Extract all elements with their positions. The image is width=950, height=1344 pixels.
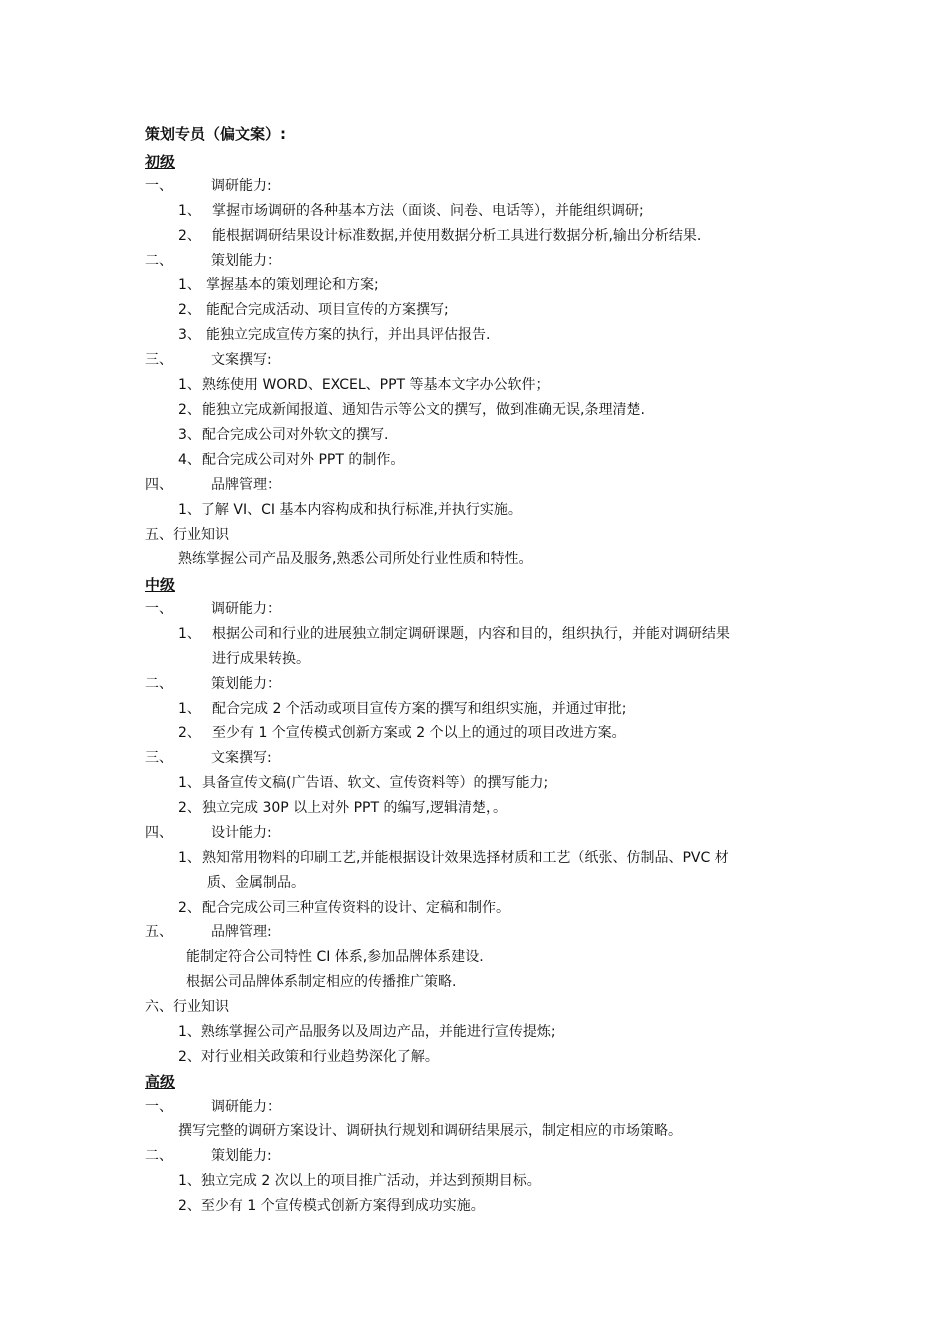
list-item bbox=[178, 1171, 541, 1191]
section-heading bbox=[145, 922, 272, 942]
section-label: 品牌管理： bbox=[211, 477, 281, 493]
item-text: 对行业相关政策和行业趋势深化了解。 bbox=[200, 1049, 439, 1065]
list-item bbox=[178, 699, 627, 719]
item-text: 独立完成 2 次以上的项目推广活动，并达到预期目标。 bbox=[200, 1173, 541, 1189]
list-item bbox=[178, 400, 645, 420]
list-item bbox=[178, 898, 510, 918]
section-label: 文案撰写: bbox=[211, 352, 272, 368]
item-number: 1、 bbox=[178, 775, 201, 791]
item-number: 1、 bbox=[178, 850, 201, 866]
list-item bbox=[178, 500, 522, 520]
section-number: 三、 bbox=[145, 750, 173, 766]
section-number: 一、 bbox=[145, 178, 173, 194]
item-number: 1、 bbox=[178, 1024, 201, 1040]
section-label: 策划能力： bbox=[211, 253, 281, 269]
list-item bbox=[178, 848, 729, 868]
section-number: 三、 bbox=[145, 352, 173, 368]
list-item bbox=[178, 1047, 439, 1067]
item-text: 根据公司和行业的进展独立制定调研课题，内容和目的，组织执行，并能对调研结果 bbox=[212, 626, 730, 642]
list-item bbox=[178, 300, 449, 320]
list-item bbox=[178, 1022, 556, 1042]
paragraph: 根据公司品牌体系制定相应的传播推广策略. bbox=[186, 974, 457, 990]
item-text: 配合完成公司对外 PPT 的制作。 bbox=[202, 452, 405, 468]
list-item bbox=[178, 798, 507, 818]
item-text: 熟练使用 WORD、EXCEL、PPT 等基本文字办公软件； bbox=[202, 377, 550, 393]
item-number: 2、 bbox=[178, 800, 201, 816]
section-label: 策划能力: bbox=[211, 1148, 272, 1164]
item-text: 能独立完成新闻报道、通知告示等公文的撰写，做到准确无误,条理清楚. bbox=[202, 402, 645, 418]
item-text: 配合完成 2 个活动或项目宣传方案的撰写和组织实施，并通过审批; bbox=[212, 701, 627, 717]
section-heading bbox=[145, 748, 272, 768]
item-text-continuation: 质、金属制品。 bbox=[207, 875, 305, 891]
item-text: 至少有 1 个宣传模式创新方案得到成功实施。 bbox=[200, 1198, 485, 1214]
list-item bbox=[178, 773, 548, 793]
item-number: 3、 bbox=[178, 427, 201, 443]
item-text: 掌握基本的策划理论和方案; bbox=[206, 277, 379, 293]
item-number: 3、 bbox=[178, 327, 201, 343]
list-item bbox=[178, 226, 701, 246]
item-text: 熟练掌握公司产品服务以及周边产品，并能进行宣传提炼; bbox=[200, 1024, 556, 1040]
section-heading bbox=[145, 525, 229, 545]
list-item bbox=[178, 425, 388, 445]
level-heading-middle: 中级 bbox=[145, 576, 176, 594]
level-heading-senior: 高级 bbox=[145, 1073, 176, 1091]
item-text: 熟知常用物料的印刷工艺,并能根据设计效果选择材质和工艺（纸张、仿制品、PVC 材 bbox=[202, 850, 729, 866]
section-label: 调研能力： bbox=[211, 1099, 281, 1115]
item-number: 2、 bbox=[178, 228, 201, 244]
item-text: 掌握市场调研的各种基本方法（面谈、问卷、电话等），并能组织调研; bbox=[212, 203, 644, 219]
section-label: 文案撰写: bbox=[211, 750, 272, 766]
section-number: 一、 bbox=[145, 601, 173, 617]
section-label: 行业知识 bbox=[173, 999, 229, 1015]
item-number: 2、 bbox=[178, 1049, 201, 1065]
section-heading bbox=[145, 475, 281, 495]
list-item bbox=[178, 325, 490, 345]
item-text: 至少有 1 个宣传模式创新方案或 2 个以上的通过的项目改进方案。 bbox=[212, 725, 626, 741]
item-number: 1、 bbox=[178, 1173, 201, 1189]
section-number: 二、 bbox=[145, 253, 173, 269]
paragraph: 撰写完整的调研方案设计、调研执行规划和调研结果展示，制定相应的市场策略。 bbox=[178, 1123, 682, 1139]
item-number: 1、 bbox=[178, 203, 201, 219]
list-item bbox=[178, 624, 730, 644]
item-number: 1、 bbox=[178, 502, 201, 518]
list-item bbox=[178, 1196, 485, 1216]
item-text-continuation: 进行成果转换。 bbox=[212, 651, 310, 667]
list-item bbox=[178, 450, 404, 470]
item-text: 配合完成公司对外软文的撰写. bbox=[202, 427, 389, 443]
section-heading bbox=[145, 350, 272, 370]
section-label: 设计能力: bbox=[211, 825, 272, 841]
paragraph: 能制定符合公司特性 CI 体系,参加品牌体系建设. bbox=[186, 949, 484, 965]
item-text: 能配合完成活动、项目宣传的方案撰写; bbox=[206, 302, 449, 318]
item-number: 2、 bbox=[178, 402, 201, 418]
document-title: 策划专员（偏文案）: bbox=[145, 125, 286, 143]
item-number: 2、 bbox=[178, 900, 201, 916]
item-number: 2、 bbox=[178, 1198, 201, 1214]
section-number: 五、 bbox=[145, 924, 173, 940]
item-text: 具备宣传文稿(广告语、软文、宣传资料等）的撰写能力; bbox=[202, 775, 549, 791]
item-number: 1、 bbox=[178, 277, 201, 293]
item-text: 能独立完成宣传方案的执行，并出具评估报告. bbox=[206, 327, 491, 343]
paragraph: 熟练掌握公司产品及服务,熟悉公司所处行业性质和特性。 bbox=[178, 551, 533, 567]
item-text: 独立完成 30P 以上对外 PPT 的编写,逻辑清楚，。 bbox=[202, 800, 507, 816]
section-label: 策划能力： bbox=[211, 676, 281, 692]
list-item bbox=[178, 375, 550, 395]
section-number: 四、 bbox=[145, 825, 173, 841]
section-number: 四、 bbox=[145, 477, 173, 493]
section-number: 二、 bbox=[145, 676, 173, 692]
list-item bbox=[178, 275, 379, 295]
item-number: 1、 bbox=[178, 377, 201, 393]
section-heading bbox=[145, 823, 272, 843]
section-label: 调研能力： bbox=[211, 601, 281, 617]
section-heading bbox=[145, 1097, 281, 1117]
item-number: 1、 bbox=[178, 701, 201, 717]
section-heading bbox=[145, 997, 229, 1017]
section-label: 品牌管理: bbox=[211, 924, 272, 940]
section-number: 二、 bbox=[145, 1148, 173, 1164]
level-heading-junior: 初级 bbox=[145, 153, 176, 171]
section-heading bbox=[145, 1146, 272, 1166]
section-number: 一、 bbox=[145, 1099, 173, 1115]
section-label: 行业知识 bbox=[173, 527, 229, 543]
section-number: 五、 bbox=[145, 527, 173, 543]
section-number: 六、 bbox=[145, 999, 173, 1015]
section-heading bbox=[145, 176, 272, 196]
item-number: 2、 bbox=[178, 725, 201, 741]
item-number: 1、 bbox=[178, 626, 201, 642]
item-number: 2、 bbox=[178, 302, 201, 318]
item-text: 了解 VI、CI 基本内容构成和执行标准,并执行实施。 bbox=[200, 502, 522, 518]
item-number: 4、 bbox=[178, 452, 201, 468]
item-text: 能根据调研结果设计标准数据,并使用数据分析工具进行数据分析,输出分析结果. bbox=[212, 228, 702, 244]
list-item bbox=[178, 201, 644, 221]
section-heading bbox=[145, 251, 281, 271]
item-text: 配合完成公司三种宣传资料的设计、定稿和制作。 bbox=[202, 900, 510, 916]
list-item bbox=[178, 723, 626, 743]
section-label: 调研能力: bbox=[211, 178, 272, 194]
section-heading bbox=[145, 674, 281, 694]
section-heading bbox=[145, 599, 281, 619]
